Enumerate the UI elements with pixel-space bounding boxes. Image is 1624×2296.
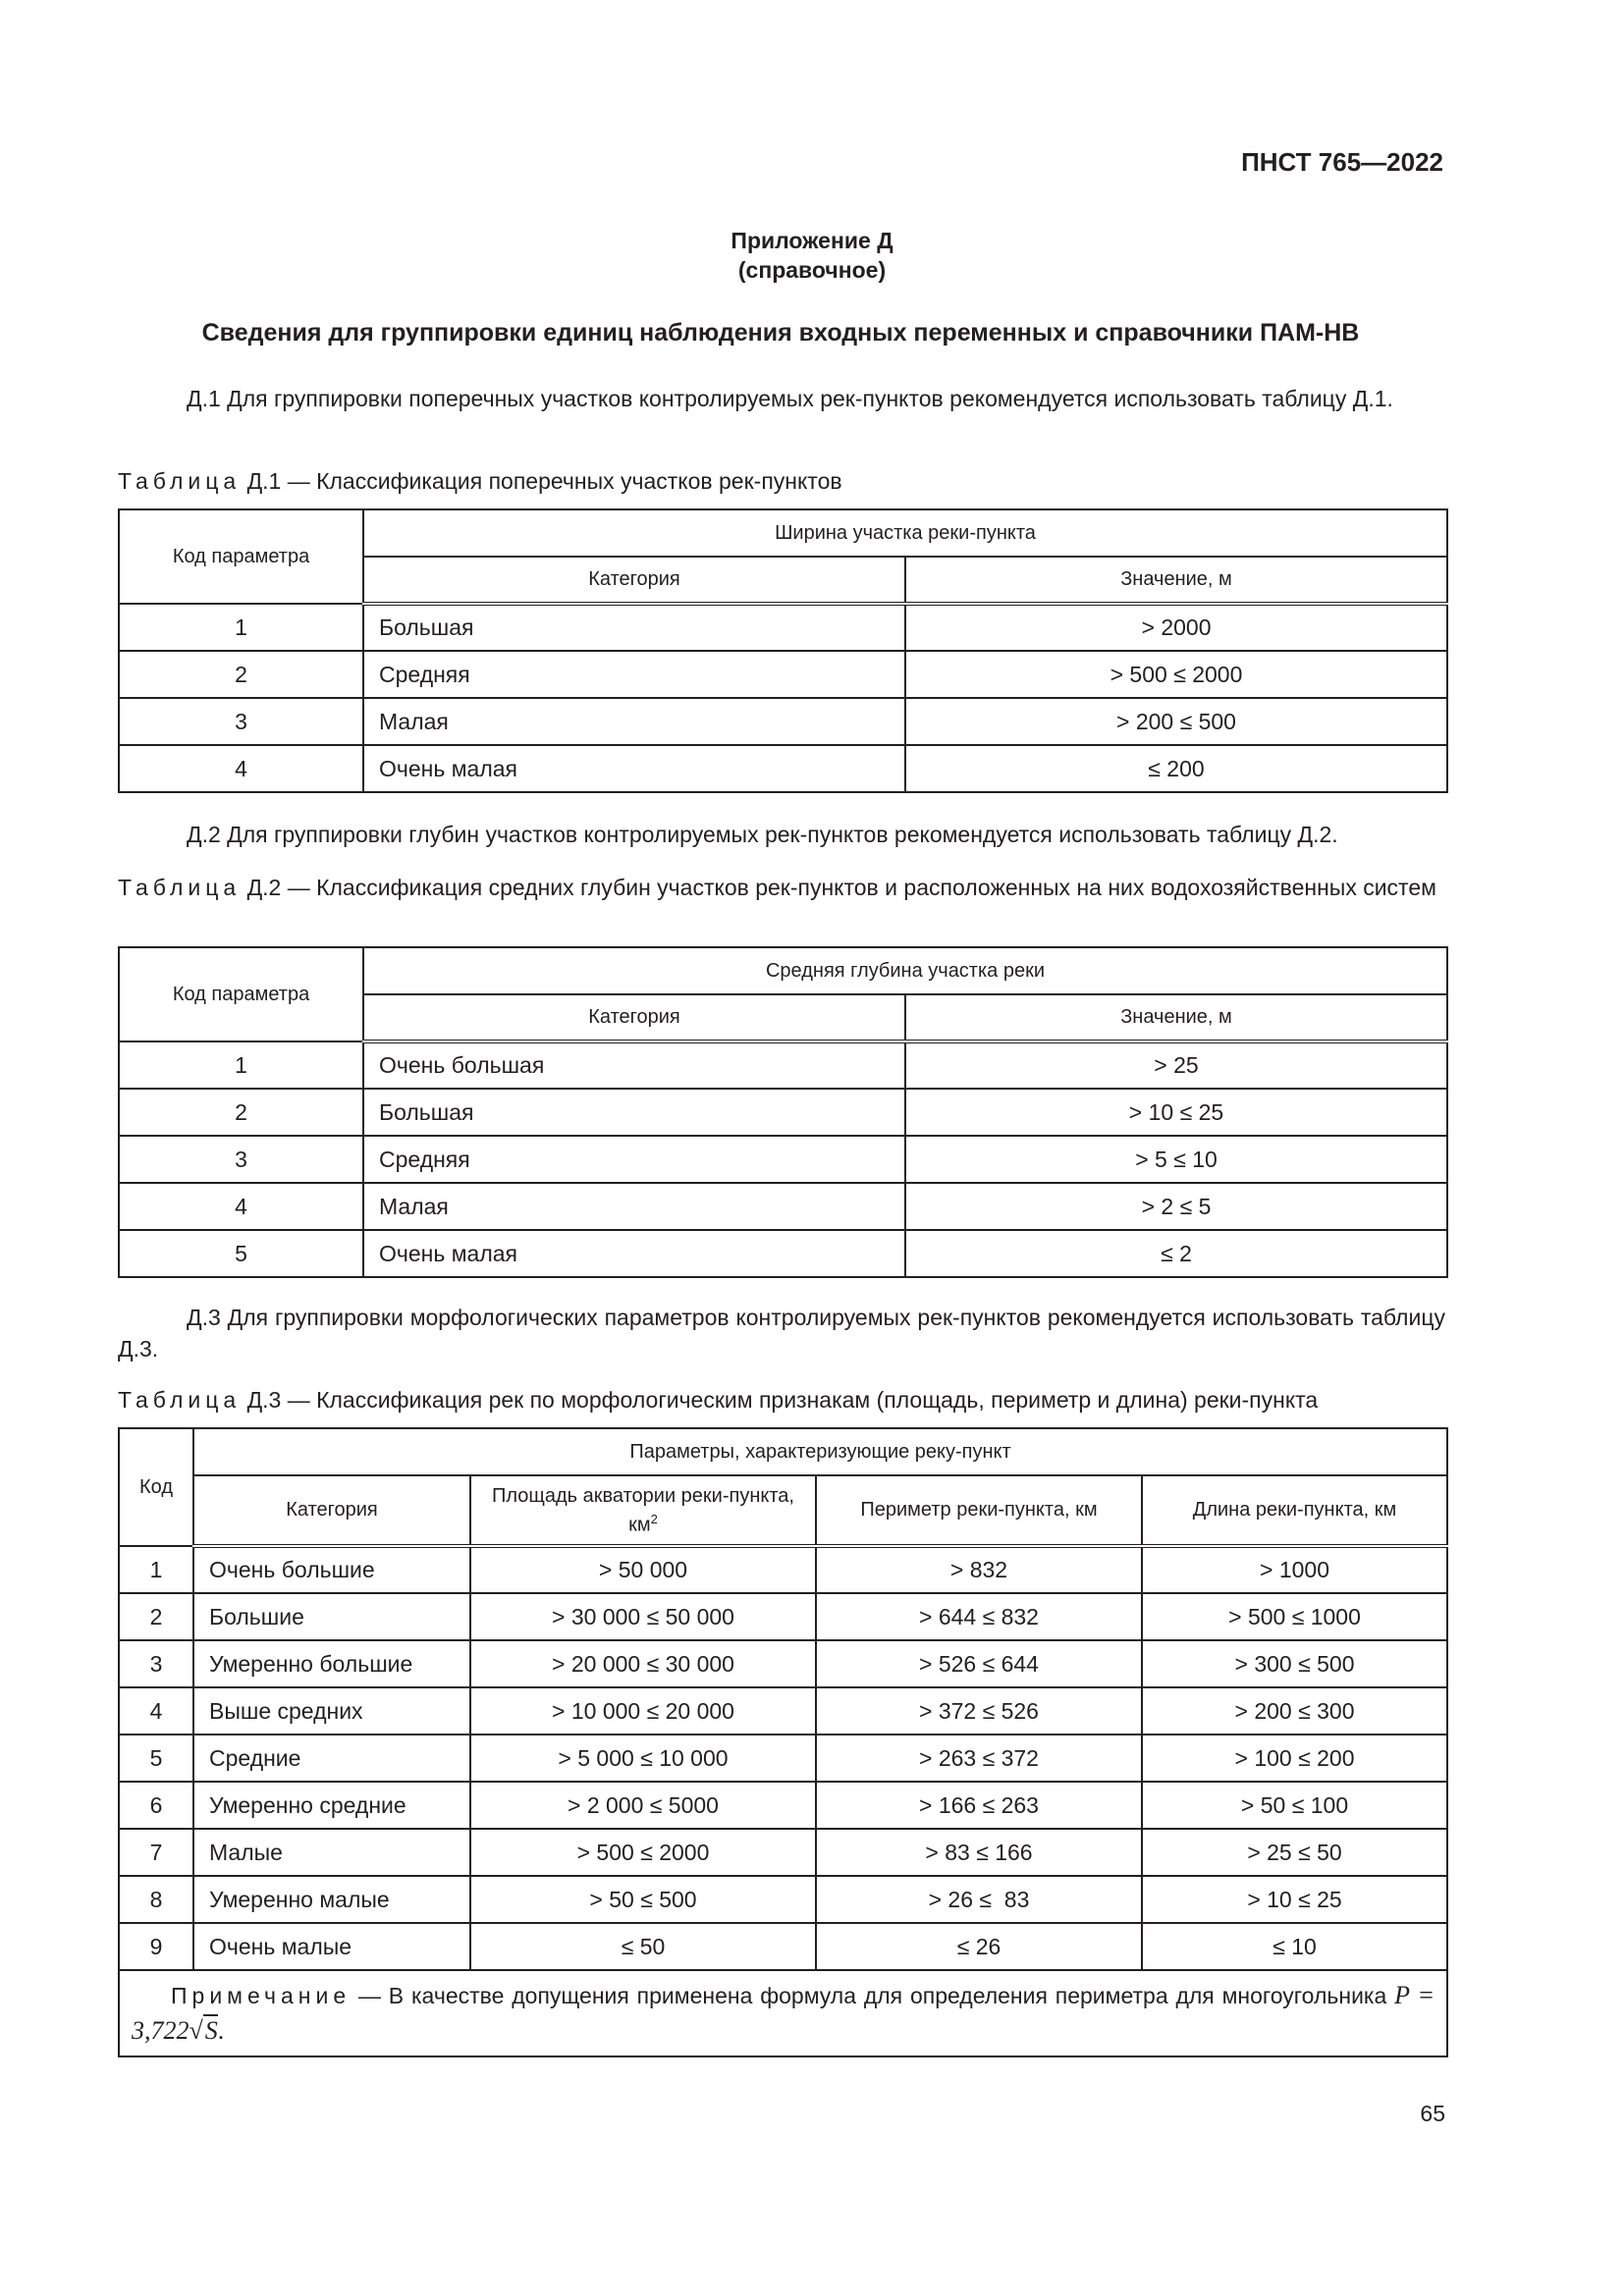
table-row	[119, 604, 1447, 651]
paragraph-d2	[118, 819, 1445, 850]
cell-code: 2	[119, 1089, 363, 1136]
cell-code: 1	[119, 1546, 193, 1593]
table-d3-col-code: Код	[119, 1428, 193, 1546]
table-d1-group-header: Ширина участка реки-пункта	[363, 509, 1447, 557]
table-row	[119, 1183, 1447, 1230]
document-code: ПНСТ 765—2022	[1241, 147, 1443, 177]
cell-length: > 1000	[1142, 1546, 1447, 1593]
table-d1-caption	[118, 465, 1445, 497]
cell-length: > 50 ≤ 100	[1142, 1782, 1447, 1829]
table-row	[119, 1546, 1447, 1593]
cell-code: 7	[119, 1829, 193, 1876]
formula-radicand: S	[204, 2016, 218, 2045]
paragraph-d3	[118, 1302, 1445, 1364]
table-d3-col-category: Категория	[193, 1475, 470, 1546]
cell-value: > 500 ≤ 2000	[905, 651, 1447, 698]
cell-length: > 200 ≤ 300	[1142, 1687, 1447, 1735]
table-row	[119, 1041, 1447, 1089]
table-d3-caption-text: Д.3 — Классификация рек по морфологическим признакам (площадь, периметр и длина) реки-пункта	[246, 1387, 1319, 1413]
table-row	[119, 745, 1447, 792]
table-d1-caption-text: Д.1 — Классификация поперечных участков рек-пунктов	[246, 468, 842, 494]
cell-category: Очень малая	[363, 1230, 905, 1277]
cell-value: ≤ 2	[905, 1230, 1447, 1277]
table-d2-caption-label: Таблица	[118, 875, 242, 900]
table-note-row	[119, 1970, 1447, 2056]
cell-area: > 500 ≤ 2000	[470, 1829, 816, 1876]
table-d3-col-area-text: Площадь акватории реки-пункта, км	[492, 1484, 794, 1536]
cell-code: 3	[119, 1640, 193, 1687]
cell-area: > 10 000 ≤ 20 000	[470, 1687, 816, 1735]
cell-value: > 10 ≤ 25	[905, 1089, 1447, 1136]
cell-length: > 300 ≤ 500	[1142, 1640, 1447, 1687]
cell-perimeter: > 263 ≤ 372	[816, 1735, 1142, 1782]
table-d3-col-area-sup: 2	[650, 1511, 658, 1526]
cell-category: Малая	[363, 1183, 905, 1230]
table-row	[119, 1089, 1447, 1136]
cell-area: ≤ 50	[470, 1923, 816, 1970]
table-row	[119, 1640, 1447, 1687]
cell-area: > 2 000 ≤ 5000	[470, 1782, 816, 1829]
formula-lhs: P = 3,722	[132, 1981, 1435, 2045]
table-d1-col-code: Код параметра	[119, 509, 363, 604]
cell-code: 6	[119, 1782, 193, 1829]
cell-category: Большая	[363, 604, 905, 651]
table-note	[119, 1970, 1447, 2056]
cell-code: 5	[119, 1230, 363, 1277]
note-label: Примечание	[171, 1983, 352, 2008]
table-d3-caption	[118, 1384, 1445, 1415]
note-text: — В качестве допущения применена формула для определения периметра для многоугольника	[351, 1983, 1395, 2008]
paragraph-d2-text: Д.2 Для группировки глубин участков контролируемых рек-пунктов рекомендуется использовать таблицу Д.2.	[187, 822, 1338, 847]
table-row	[119, 1593, 1447, 1640]
cell-category: Умеренно средние	[193, 1782, 470, 1829]
cell-category: Средние	[193, 1735, 470, 1782]
section-title: Сведения для группировки единиц наблюдения входных переменных и справочники ПАМ-НВ	[201, 319, 1360, 347]
cell-area: > 50 000	[470, 1546, 816, 1593]
cell-category: Малая	[363, 698, 905, 745]
cell-perimeter: > 372 ≤ 526	[816, 1687, 1142, 1735]
table-row	[119, 651, 1447, 698]
cell-area: > 20 000 ≤ 30 000	[470, 1640, 816, 1687]
table-d2-col-category: Категория	[363, 994, 905, 1041]
formula-end: .	[217, 2016, 225, 2045]
table-d2-group-header: Средняя глубина участка реки	[363, 947, 1447, 994]
cell-category: Очень большая	[363, 1041, 905, 1089]
table-row	[119, 698, 1447, 745]
cell-category: Умеренно малые	[193, 1876, 470, 1923]
cell-category: Средняя	[363, 1136, 905, 1183]
cell-category: Большие	[193, 1593, 470, 1640]
paragraph-d1-text: Д.1 Для группировки поперечных участков контролируемых рек-пунктов рекомендуется использовать таблицу Д.1.	[187, 386, 1393, 411]
cell-length: > 100 ≤ 200	[1142, 1735, 1447, 1782]
cell-category: Малые	[193, 1829, 470, 1876]
table-d2-col-code: Код параметра	[119, 947, 363, 1041]
cell-category: Умеренно большие	[193, 1640, 470, 1687]
table-row	[119, 1230, 1447, 1277]
table-row	[119, 1136, 1447, 1183]
cell-category: Большая	[363, 1089, 905, 1136]
cell-value: > 200 ≤ 500	[905, 698, 1447, 745]
cell-code: 9	[119, 1923, 193, 1970]
table-d1	[118, 508, 1448, 793]
paragraph-d3-text: Д.3 Для группировки морфологических параметров контролируемых рек-пунктов рекомендуется использовать таблицу Д.3.	[118, 1305, 1445, 1362]
table-d3-col-length: Длина реки-пункта, км	[1142, 1475, 1447, 1546]
table-d1-col-value: Значение, м	[905, 557, 1447, 604]
cell-category: Очень малые	[193, 1923, 470, 1970]
paragraph-d1	[118, 383, 1445, 414]
cell-category: Средняя	[363, 651, 905, 698]
table-row	[119, 1687, 1447, 1735]
cell-code: 1	[119, 604, 363, 651]
cell-code: 3	[119, 1136, 363, 1183]
cell-perimeter: > 166 ≤ 263	[816, 1782, 1142, 1829]
cell-perimeter: > 83 ≤ 166	[816, 1829, 1142, 1876]
cell-value: > 2000	[905, 604, 1447, 651]
page-number: 65	[1420, 2101, 1445, 2126]
table-row	[119, 1829, 1447, 1876]
table-d2-caption-text: Д.2 — Классификация средних глубин участков рек-пунктов и расположенных на них водохозяйственных систем	[246, 875, 1436, 900]
table-d2	[118, 946, 1448, 1278]
cell-code: 4	[119, 1687, 193, 1735]
cell-code: 3	[119, 698, 363, 745]
cell-area: > 50 ≤ 500	[470, 1876, 816, 1923]
cell-area: > 30 000 ≤ 50 000	[470, 1593, 816, 1640]
cell-category: Выше средних	[193, 1687, 470, 1735]
cell-code: 5	[119, 1735, 193, 1782]
table-d3-col-area	[470, 1475, 816, 1546]
table-d3	[118, 1427, 1448, 2057]
cell-perimeter: > 644 ≤ 832	[816, 1593, 1142, 1640]
cell-category: Очень большие	[193, 1546, 470, 1593]
cell-length: > 10 ≤ 25	[1142, 1876, 1447, 1923]
table-row	[119, 1923, 1447, 1970]
cell-perimeter: > 832	[816, 1546, 1142, 1593]
cell-code: 2	[119, 651, 363, 698]
cell-length: ≤ 10	[1142, 1923, 1447, 1970]
table-row	[119, 1876, 1447, 1923]
table-d3-col-perimeter: Периметр реки-пункта, км	[816, 1475, 1142, 1546]
cell-perimeter: > 526 ≤ 644	[816, 1640, 1142, 1687]
appendix-title: Приложение Д	[731, 228, 893, 253]
table-d3-caption-label: Таблица	[118, 1387, 242, 1413]
table-d1-col-category: Категория	[363, 557, 905, 604]
table-d1-caption-label: Таблица	[118, 468, 242, 494]
cell-area: > 5 000 ≤ 10 000	[470, 1735, 816, 1782]
table-d2-col-value: Значение, м	[905, 994, 1447, 1041]
cell-perimeter: ≤ 26	[816, 1923, 1142, 1970]
table-d3-group-header: Параметры, характеризующие реку-пункт	[193, 1428, 1447, 1475]
cell-category: Очень малая	[363, 745, 905, 792]
cell-code: 1	[119, 1041, 363, 1089]
cell-code: 8	[119, 1876, 193, 1923]
cell-value: > 5 ≤ 10	[905, 1136, 1447, 1183]
cell-value: ≤ 200	[905, 745, 1447, 792]
cell-code: 4	[119, 745, 363, 792]
cell-code: 4	[119, 1183, 363, 1230]
sqrt-icon: √	[189, 2016, 203, 2045]
cell-length: > 25 ≤ 50	[1142, 1829, 1447, 1876]
table-row	[119, 1735, 1447, 1782]
table-d2-caption	[118, 872, 1445, 903]
cell-length: > 500 ≤ 1000	[1142, 1593, 1447, 1640]
cell-code: 2	[119, 1593, 193, 1640]
table-row	[119, 1782, 1447, 1829]
cell-perimeter: > 26 ≤ 83	[816, 1876, 1142, 1923]
appendix-subtitle: (справочное)	[737, 257, 887, 283]
cell-value: > 25	[905, 1041, 1447, 1089]
cell-value: > 2 ≤ 5	[905, 1183, 1447, 1230]
